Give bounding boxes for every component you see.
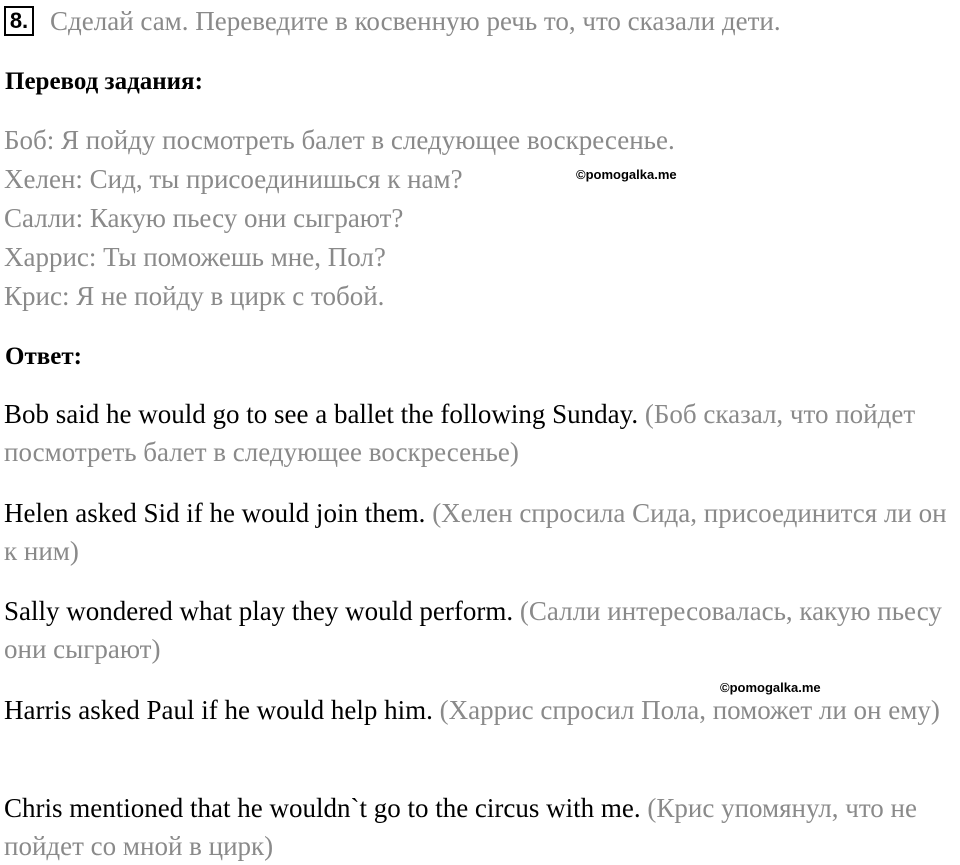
watermark: ©pomogalka.me xyxy=(720,680,821,695)
answer-russian: (Боб сказал, что пойдет посмотреть балет в следующее воскресенье) xyxy=(4,399,916,467)
answer-english: Harris asked Paul if he would help him. xyxy=(4,695,433,725)
answer-heading: Ответ: xyxy=(5,343,82,370)
answer-russian: (Хелен спросила Сида, присоединится ли он к ним) xyxy=(4,498,947,566)
answer-english: Bob said he would go to see a ballet the following Sunday. xyxy=(4,399,639,429)
watermark: ©pomogalka.me xyxy=(576,167,677,182)
translation-heading: Перевод задания: xyxy=(5,68,203,95)
translation-line: Крис: Я не пойду в цирк с тобой. xyxy=(4,281,385,311)
translation-line: Хелен: Сид, ты присоединишься к нам? xyxy=(4,164,463,194)
answer-item xyxy=(4,395,952,471)
answer-item xyxy=(4,691,952,729)
translation-line: Харрис: Ты поможешь мне, Пол? xyxy=(4,242,386,272)
answer-english: Helen asked Sid if he would join them. xyxy=(4,498,426,528)
answer-russian: (Крис упомянул, что не пойдет со мной в цирк) xyxy=(4,793,917,861)
translation-line: Боб: Я пойду посмотреть балет в следующее воскресенье. xyxy=(4,125,675,155)
answer-item xyxy=(4,592,952,668)
task-header xyxy=(4,4,781,38)
translation-list xyxy=(4,121,944,316)
answer-item xyxy=(4,789,952,865)
answer-item xyxy=(4,494,952,570)
task-instruction: Сделай сам. Переведите в косвенную речь то, что сказали дети. xyxy=(50,6,781,36)
answer-russian: (Харрис спросил Пола, поможет ли он ему) xyxy=(439,695,940,725)
answer-english: Chris mentioned that he wouldn`t go to the circus with me. xyxy=(4,793,641,823)
translation-line: Салли: Какую пьесу они сыграют? xyxy=(4,203,404,233)
task-number-badge: 8. xyxy=(4,6,34,36)
answer-english: Sally wondered what play they would perform. xyxy=(4,596,514,626)
answer-russian: (Салли интересовалась, какую пьесу они сыграют) xyxy=(4,596,942,664)
